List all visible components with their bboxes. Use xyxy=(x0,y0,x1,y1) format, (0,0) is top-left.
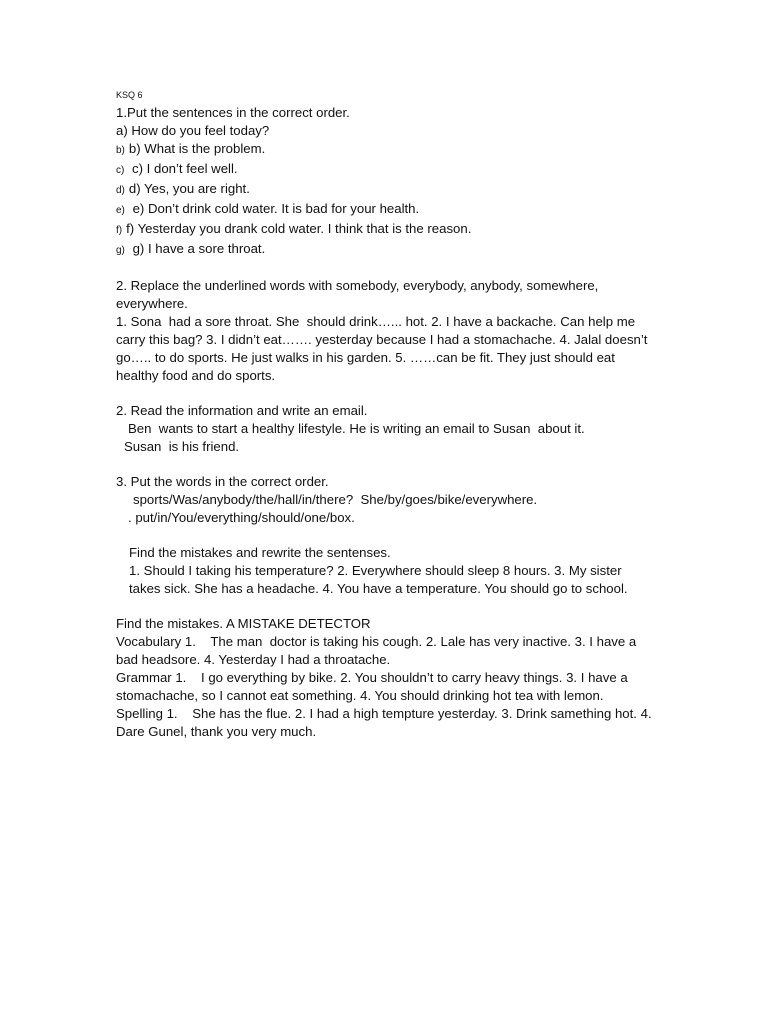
task1-item-marker: b) xyxy=(116,145,125,156)
task5-title: Find the mistakes and rewrite the sentenses. xyxy=(129,545,391,560)
task4-line-1: sports/Was/anybody/the/hall/in/there? She/by/goes/bike/everywhere. xyxy=(133,492,538,507)
task1-item-c xyxy=(116,160,656,180)
task1-item-marker: d) xyxy=(116,185,125,196)
document-content xyxy=(116,86,656,741)
task1-item-marker: g) xyxy=(116,245,125,256)
task1-item-marker: f) xyxy=(116,225,123,236)
section-gap xyxy=(116,260,656,277)
task3-line-2: Susan is his friend. xyxy=(124,439,240,454)
task2-title: 2. Replace the underlined words with somebody, everybody, anybody, somewhere, everywhere. xyxy=(116,278,603,311)
task1-item-marker: c) xyxy=(116,165,125,176)
task5-body: 1. Should I taking his temperature? 2. Everywhere should sleep 8 hours. 3. My sister takes sick. She has a headache. 4. You have a temperature. You should go to school. xyxy=(129,563,628,596)
document-code: KSQ 6 xyxy=(116,90,143,100)
task6-grammar: Grammar 1. I go everything by bike. 2. You shouldn’t to carry heavy things. 3. I have a stomachache, so I cannot eat something. 4. You should drinking hot tea with lemon. xyxy=(116,670,632,703)
section-gap xyxy=(116,456,656,473)
task1-item-text: c) I don’t feel well. xyxy=(128,161,238,176)
task1-item-a xyxy=(116,122,656,140)
task1-item-marker: e) xyxy=(116,205,125,216)
task4-title: 3. Put the words in the correct order. xyxy=(116,474,329,489)
task1-title: 1.Put the sentences in the correct order. xyxy=(116,105,350,120)
task6-title: Find the mistakes. A MISTAKE DETECTOR xyxy=(116,616,371,631)
task1-item-b xyxy=(116,140,656,160)
task1-item-g xyxy=(116,240,656,260)
task1-item-text: a) How do you feel today? xyxy=(116,123,270,138)
task1-item-d xyxy=(116,180,656,200)
task6-spelling: Spelling 1. She has the flue. 2. I had a high tempture yesterday. 3. Drink samething hot. 4. Dare Gunel, thank you very much. xyxy=(116,706,656,739)
task1-item-text: g) I have a sore throat. xyxy=(128,241,266,256)
task4-line-2: . put/in/You/everything/should/one/box. xyxy=(128,510,355,525)
section-gap xyxy=(116,527,656,544)
task6-vocabulary: Vocabulary 1. The man doctor is taking his cough. 2. Lale has very inactive. 3. I have a bad headsore. 4. Yesterday I had a throatache. xyxy=(116,634,640,667)
task1-item-text: f) Yesterday you drank cold water. I think that is the reason. xyxy=(126,221,472,236)
section-gap xyxy=(116,598,656,615)
task1-item-text: e) Don’t drink cold water. It is bad for your health. xyxy=(128,201,420,216)
task1-item-f xyxy=(116,220,656,240)
task2-body: 1. Sona had a sore throat. She should drink…... hot. 2. I have a backache. Can help me carry this bag? 3. I didn’t eat……. yesterday because I had a stomachache. 4. Jalal doesn’t go….. to do sports. He just walks in his garden. 5. ……can be fit. They just should eat healthy food and do sports. xyxy=(116,314,652,383)
task1-item-text: d) Yes, you are right. xyxy=(128,181,250,196)
section-gap xyxy=(116,385,656,402)
task1-item-text: b) What is the problem. xyxy=(128,141,266,156)
task3-line-1: Ben wants to start a healthy lifestyle. He is writing an email to Susan about it. xyxy=(128,421,585,436)
task3-title: 2. Read the information and write an email. xyxy=(116,403,368,418)
task1-item-e xyxy=(116,200,656,220)
